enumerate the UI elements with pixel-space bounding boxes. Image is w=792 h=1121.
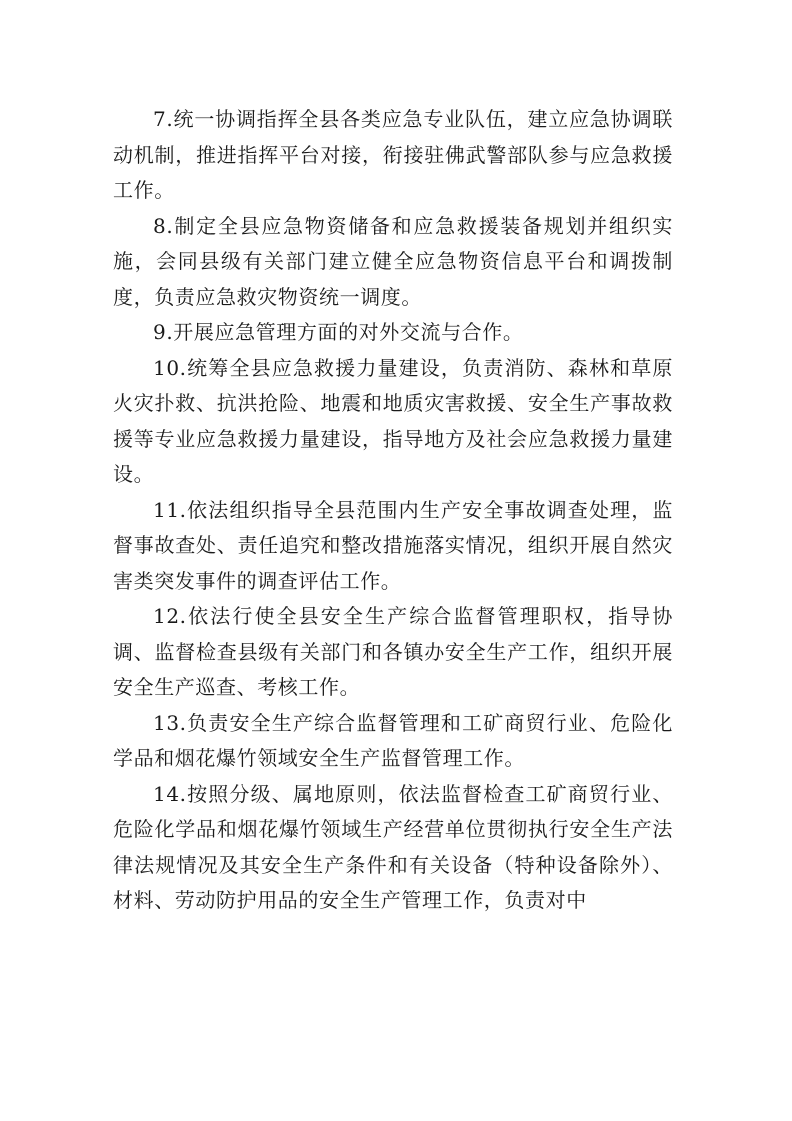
- paragraph-item-13: 13.负责安全生产综合监督管理和工矿商贸行业、危险化学品和烟花爆竹领域安全生产监督管理工作。: [113, 710, 673, 770]
- paragraph-item-8: 8.制定全县应急物资储备和应急救援装备规划并组织实施，会同县级有关部门建立健全应急物资信息平台和调拨制度，负责应急救灾物资统一调度。: [113, 213, 673, 309]
- paragraph-item-7: 7.统一协调指挥全县各类应急专业队伍，建立应急协调联动机制，推进指挥平台对接，衔接驻佛武警部队参与应急救援工作。: [113, 107, 673, 202]
- paragraph-item-9: 9.开展应急管理方面的对外交流与合作。: [153, 320, 524, 344]
- paragraph-item-10: 10.统筹全县应急救援力量建设，负责消防、森林和草原火灾扑救、抗洪抢险、地震和地质灾害救援、安全生产事故救援等专业应急救援力量建设，指导地方及社会应急救援力量建设。: [113, 355, 673, 486]
- paragraph-item-14: 14.按照分级、属地原则，依法监督检查工矿商贸行业、危险化学品和烟花爆竹领域生产经营单位贯彻执行安全生产法律法规情况及其安全生产条件和有关设备（特种设备除外）、材料、劳动防护用品的安全生产管理工作，负责对中: [113, 781, 673, 912]
- paragraph-item-11: 11.依法组织指导全县范围内生产安全事故调查处理，监督事故查处、责任追究和整改措施落实情况，组织开展自然灾害类突发事件的调查评估工作。: [113, 497, 673, 593]
- paragraph-item-12: 12.依法行使全县安全生产综合监督管理职权，指导协调、监督检查县级有关部门和各镇办安全生产工作，组织开展安全生产巡查、考核工作。: [113, 604, 673, 699]
- document-body: [113, 102, 673, 919]
